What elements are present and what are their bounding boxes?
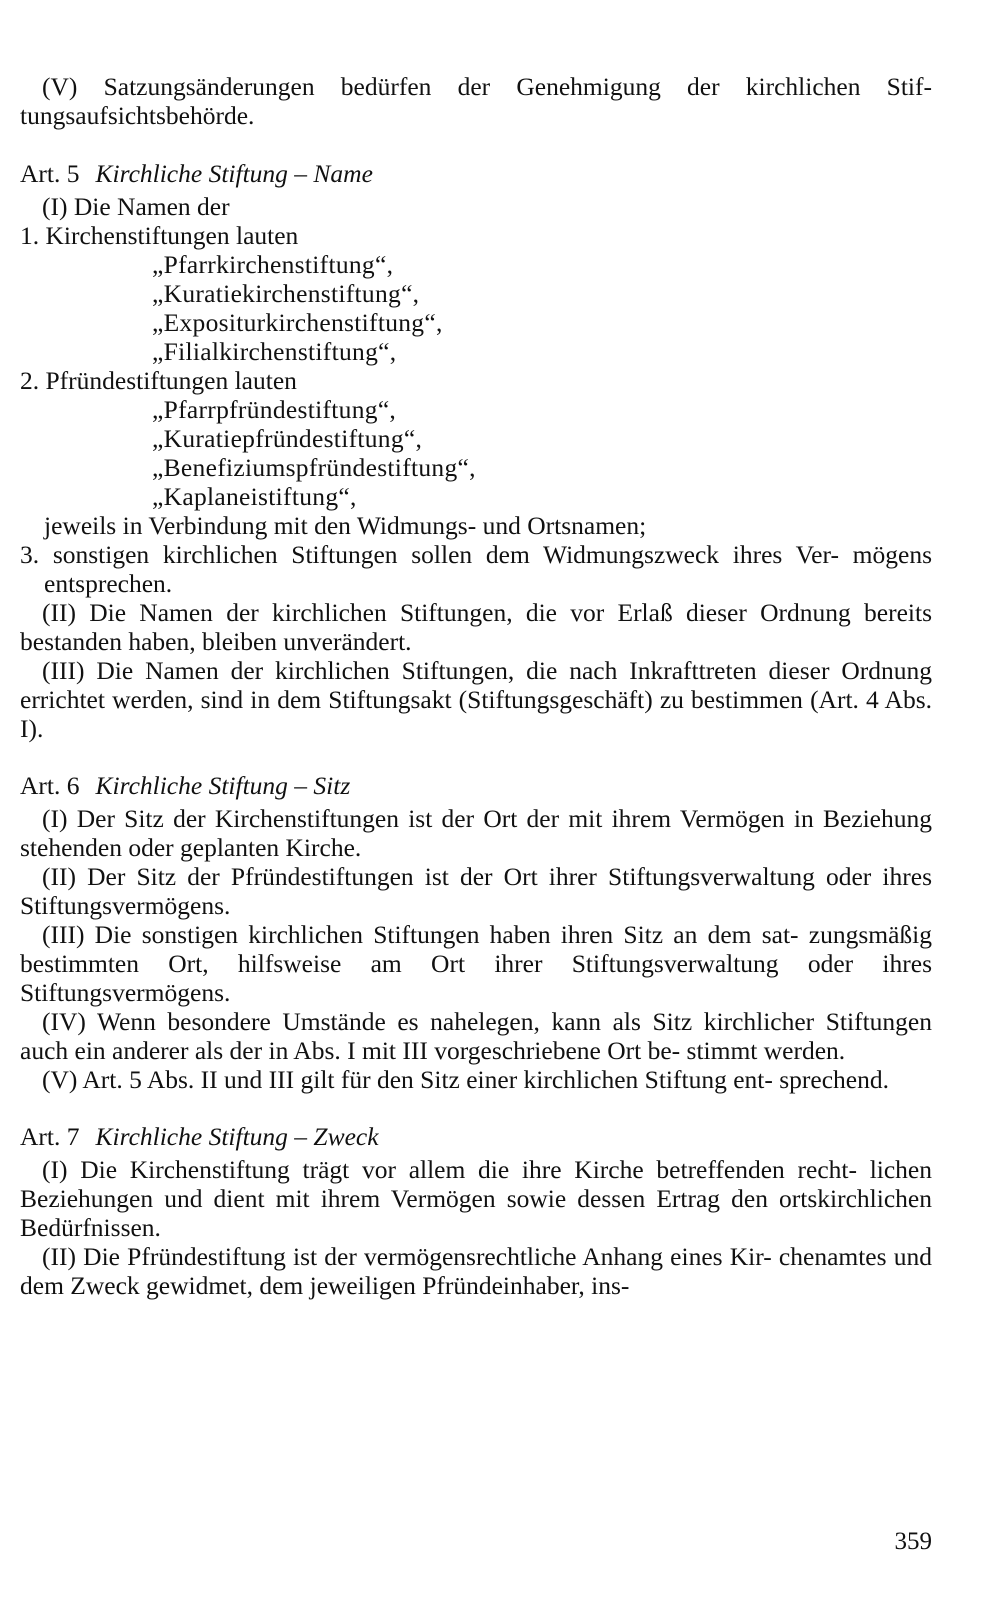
paragraph-art5-ii: (II) Die Namen der kirchlichen Stiftungen, die vor Erlaß dieser Ordnung bereits bestanden haben, bleiben unverändert. (20, 598, 932, 656)
paragraph-intro-v: (V) Satzungsänderungen bedürfen der Genehmigung der kirchlichen Stif- tungsaufsichtsbehörde. (20, 72, 932, 130)
list-item-continuation: jeweils in Verbindung mit den Widmungs- und Ortsnamen; (44, 511, 647, 540)
name-filialkirchenstiftung: „Filialkirchenstiftung“, (152, 337, 397, 366)
name-pfarrpfruendestiftung: „Pfarrpfründestiftung“, (152, 395, 397, 424)
name-pfarrkirchenstiftung: „Pfarrkirchenstiftung“, (152, 250, 394, 279)
name-kuratiekirchenstiftung: „Kuratiekirchenstiftung“, (152, 279, 420, 308)
page-number: 359 (894, 1528, 932, 1555)
article-number: Art. 7 (20, 1122, 80, 1151)
paragraph-art6-iv: (IV) Wenn besondere Umstände es nahelegen, kann als Sitz kirchlicher Stiftungen auch ein anderer als der in Abs. I mit III vorgeschriebene Ort be- stimmt werden. (20, 1007, 932, 1065)
paragraph-art5-iii: (III) Die Namen der kirchlichen Stiftungen, die nach Inkrafttreten dieser Ordnung errichtet werden, sind in dem Stiftungsakt (Stiftungsgeschäft) zu bestimmen (Art. 4 Abs. I). (20, 656, 932, 743)
list-item-kirchenstiftungen: 1. Kirchenstiftungen lauten (20, 221, 299, 250)
paragraph-art6-v: (V) Art. 5 Abs. II und III gilt für den Sitz einer kirchlichen Stiftung ent- sprechend. (42, 1065, 889, 1094)
document-page (20, 72, 932, 1300)
paragraph-art7-i: (I) Die Kirchenstiftung trägt vor allem die ihre Kirche betreffenden recht- lichen Beziehungen und dient mit ihrem Vermögen sowie dessen Ertrag den ortskirchlichen Bedürfnissen. (20, 1155, 932, 1242)
article-title: Kirchliche Stiftung – Zweck (95, 1122, 379, 1151)
article-number: Art. 6 (20, 771, 80, 800)
list-item-pfruendestiftungen: 2. Pfründestiftungen lauten (20, 366, 297, 395)
article-title: Kirchliche Stiftung – Sitz (95, 771, 351, 800)
paragraph-art6-iii: (III) Die sonstigen kirchlichen Stiftungen haben ihren Sitz an dem sat- zungsmäßig bestimmten Ort, hilfsweise am Ort ihrer Stiftungsverwaltung oder ihres Stiftungsvermögens. (20, 920, 932, 1007)
paragraph-art6-ii: (II) Der Sitz der Pfründestiftungen ist der Ort ihrer Stiftungsverwaltung oder ihres Stiftungsvermögens. (20, 862, 932, 920)
name-kuratiepfruendestiftung: „Kuratiepfründestiftung“, (152, 424, 423, 453)
name-expositurkirchenstiftung: „Expositurkirchenstiftung“, (152, 308, 443, 337)
paragraph-art5-i-lead: (I) Die Namen der (42, 192, 230, 221)
article-heading-5 (20, 159, 932, 188)
article-title: Kirchliche Stiftung – Name (95, 159, 373, 188)
article-heading-6 (20, 771, 932, 800)
list-item-sonstige: 3. sonstigen kirchlichen Stiftungen sollen dem Widmungszweck ihres Ver- mögens entsprechen. (20, 540, 932, 598)
paragraph-art6-i: (I) Der Sitz der Kirchenstiftungen ist der Ort der mit ihrem Vermögen in Beziehung stehenden oder geplanten Kirche. (20, 804, 932, 862)
article-heading-7 (20, 1122, 932, 1151)
name-kaplaneistiftung: „Kaplaneistiftung“, (152, 482, 357, 511)
name-benefiziumspfruendestiftung: „Benefiziumspfründestiftung“, (152, 453, 476, 482)
article-number: Art. 5 (20, 159, 80, 188)
paragraph-art7-ii: (II) Die Pfründestiftung ist der vermögensrechtliche Anhang eines Kir- chenamtes und dem Zweck gewidmet, dem jeweiligen Pfründeinhaber, ins- (20, 1242, 932, 1300)
